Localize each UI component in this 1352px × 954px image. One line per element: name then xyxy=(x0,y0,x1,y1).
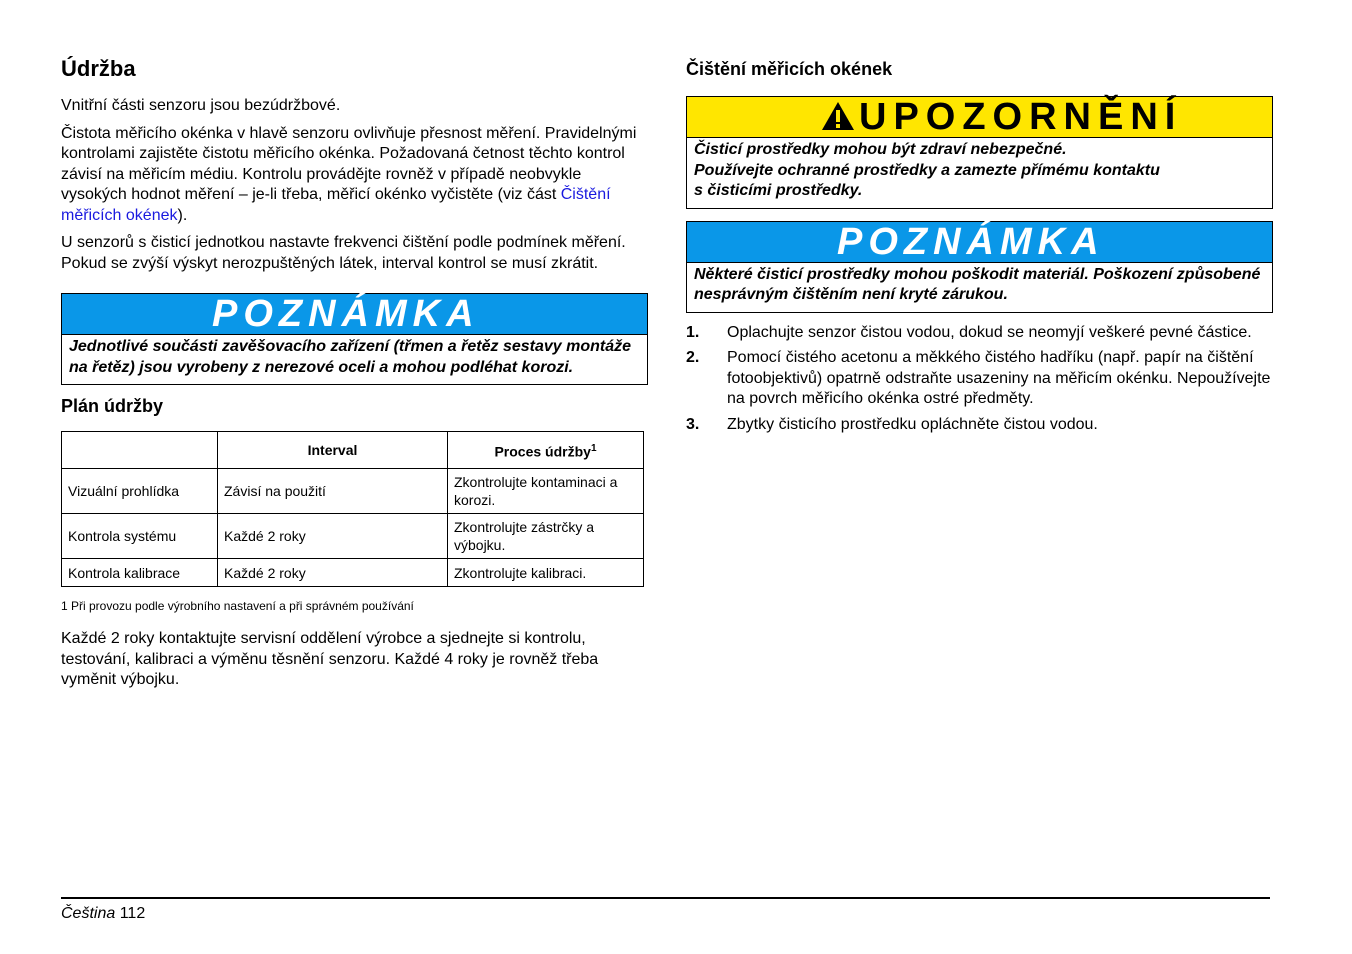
step-number: 3. xyxy=(686,415,700,433)
step-number: 2. xyxy=(686,349,700,366)
warning-heading-label: UPOZORNĚNÍ xyxy=(859,96,1183,138)
table-header-interval: Interval xyxy=(218,432,448,469)
table-cell: Každé 2 roky xyxy=(218,559,448,587)
table-header-process xyxy=(448,432,644,469)
list-item xyxy=(686,323,1273,344)
table-cell: Zkontrolujte kalibraci. xyxy=(448,559,644,587)
maintenance-schedule-table xyxy=(61,431,644,587)
note-box-1 xyxy=(61,293,648,385)
table-footnote: 1 Při provozu podle výrobního nastavení a při správném používání xyxy=(61,599,414,613)
table-cell: Zkontrolujte kontaminaci a korozi. xyxy=(448,469,644,514)
paragraph-2 xyxy=(61,124,648,227)
warning-heading xyxy=(687,97,1272,138)
warning-triangle-icon xyxy=(821,101,855,131)
cleaning-steps xyxy=(686,323,1273,436)
warning-line-3: s čisticími prostředky. xyxy=(694,182,863,199)
warning-line-2: Používejte ochranné prostředky a zamezte přímému kontaktu xyxy=(694,161,1160,179)
table-header-row xyxy=(62,432,644,469)
footnote-marker: 1 xyxy=(590,442,597,454)
table-cell: Kontrola systému xyxy=(62,514,218,559)
table-header-process-label: Proces údržby xyxy=(494,443,591,460)
step-text: Pomocí čistého acetonu a měkkého čistého hadříku (např. papír na čištění fotoobjektivů) opatrně odstraňte usazeniny na měřicím okénku. Nepoužívejte na povrch měřicího okénka ostré předměty. xyxy=(727,349,1271,407)
table-row xyxy=(62,469,644,514)
step-text: Zbytky čisticího prostředku opláchněte čistou vodou. xyxy=(727,415,1098,433)
cleaning-title: Čištění měřicích okének xyxy=(686,59,893,79)
table-cell: Závisí na použití xyxy=(218,469,448,514)
maintenance-title: Údržba xyxy=(61,56,136,81)
paragraph-3: U senzorů s čisticí jednotkou nastavte frekvenci čištění podle podmínek měření. Pokud se zvýší výskyt nerozpuštěných látek, interval kontrol se musí zkrátit. xyxy=(61,234,626,272)
footer-page-number: 112 xyxy=(119,905,146,922)
footer-language: Čeština xyxy=(61,905,116,922)
list-item xyxy=(686,348,1273,410)
step-text: Oplachujte senzor čistou vodou, dokud se neomyjí veškeré pevné částice. xyxy=(727,323,1252,341)
footer-divider xyxy=(61,897,1270,899)
warning-text xyxy=(687,138,1272,208)
note-text-2: Některé čisticí prostředky mohou poškodit materiál. Poškození způsobené nesprávným čištěním není kryté zárukou. xyxy=(694,265,1261,303)
note-heading-2: POZNÁMKA xyxy=(687,222,1272,263)
note-heading-1: POZNÁMKA xyxy=(62,294,647,335)
table-cell: Vizuální prohlídka xyxy=(62,469,218,514)
list-item xyxy=(686,415,1273,436)
left-column xyxy=(61,54,648,698)
paragraph-2-start: Čistota měřicího okénka v hlavě senzoru ovlivňuje přesnost měření. Pravidelnými kontrolami zajistěte čistotu měřicího okénka. Požadovaná četnost těchto kontrol závisí na měřicím médiu. Kontrolu provádějte rovněž v případě neobvykle vysokých hodnot měření – je-li třeba, měřicí okénko vyčistěte (viz část xyxy=(61,124,637,203)
step-number: 1. xyxy=(686,323,700,341)
schedule-title: Plán údržby xyxy=(61,396,164,416)
paragraph-1: Vnitřní části senzoru jsou bezúdržbové. xyxy=(61,97,341,114)
table-cell: Kontrola kalibrace xyxy=(62,559,218,587)
schedule-after-text: Každé 2 roky kontaktujte servisní oddělení výrobce a sjednejte si kontrolu, testování, kalibraci a výměnu těsnění senzoru. Každé 4 roky je rovněž třeba vyměnit výbojku. xyxy=(61,630,599,688)
warning-line-1: Čisticí prostředky mohou být zdraví nebezpečné. xyxy=(694,141,1067,158)
right-column xyxy=(686,57,1273,440)
table-cell: Zkontrolujte zástrčky a výbojku. xyxy=(448,514,644,559)
table-cell: Každé 2 roky xyxy=(218,514,448,559)
note-box-2 xyxy=(686,221,1273,313)
page-footer xyxy=(61,905,145,923)
cleaning-link[interactable]: Čištění měřicích okének xyxy=(61,186,611,224)
table-header-empty xyxy=(62,432,218,469)
table-row xyxy=(62,559,644,587)
note-text-1: Jednotlivé součásti zavěšovacího zařízení (třmen a řetěz sestavy montáže na řetěz) jsou vyrobeny z nerezové oceli a mohou podléhat korozi. xyxy=(69,338,631,376)
table-row xyxy=(62,514,644,559)
paragraph-2-end: ). xyxy=(177,206,188,224)
warning-box xyxy=(686,96,1273,209)
